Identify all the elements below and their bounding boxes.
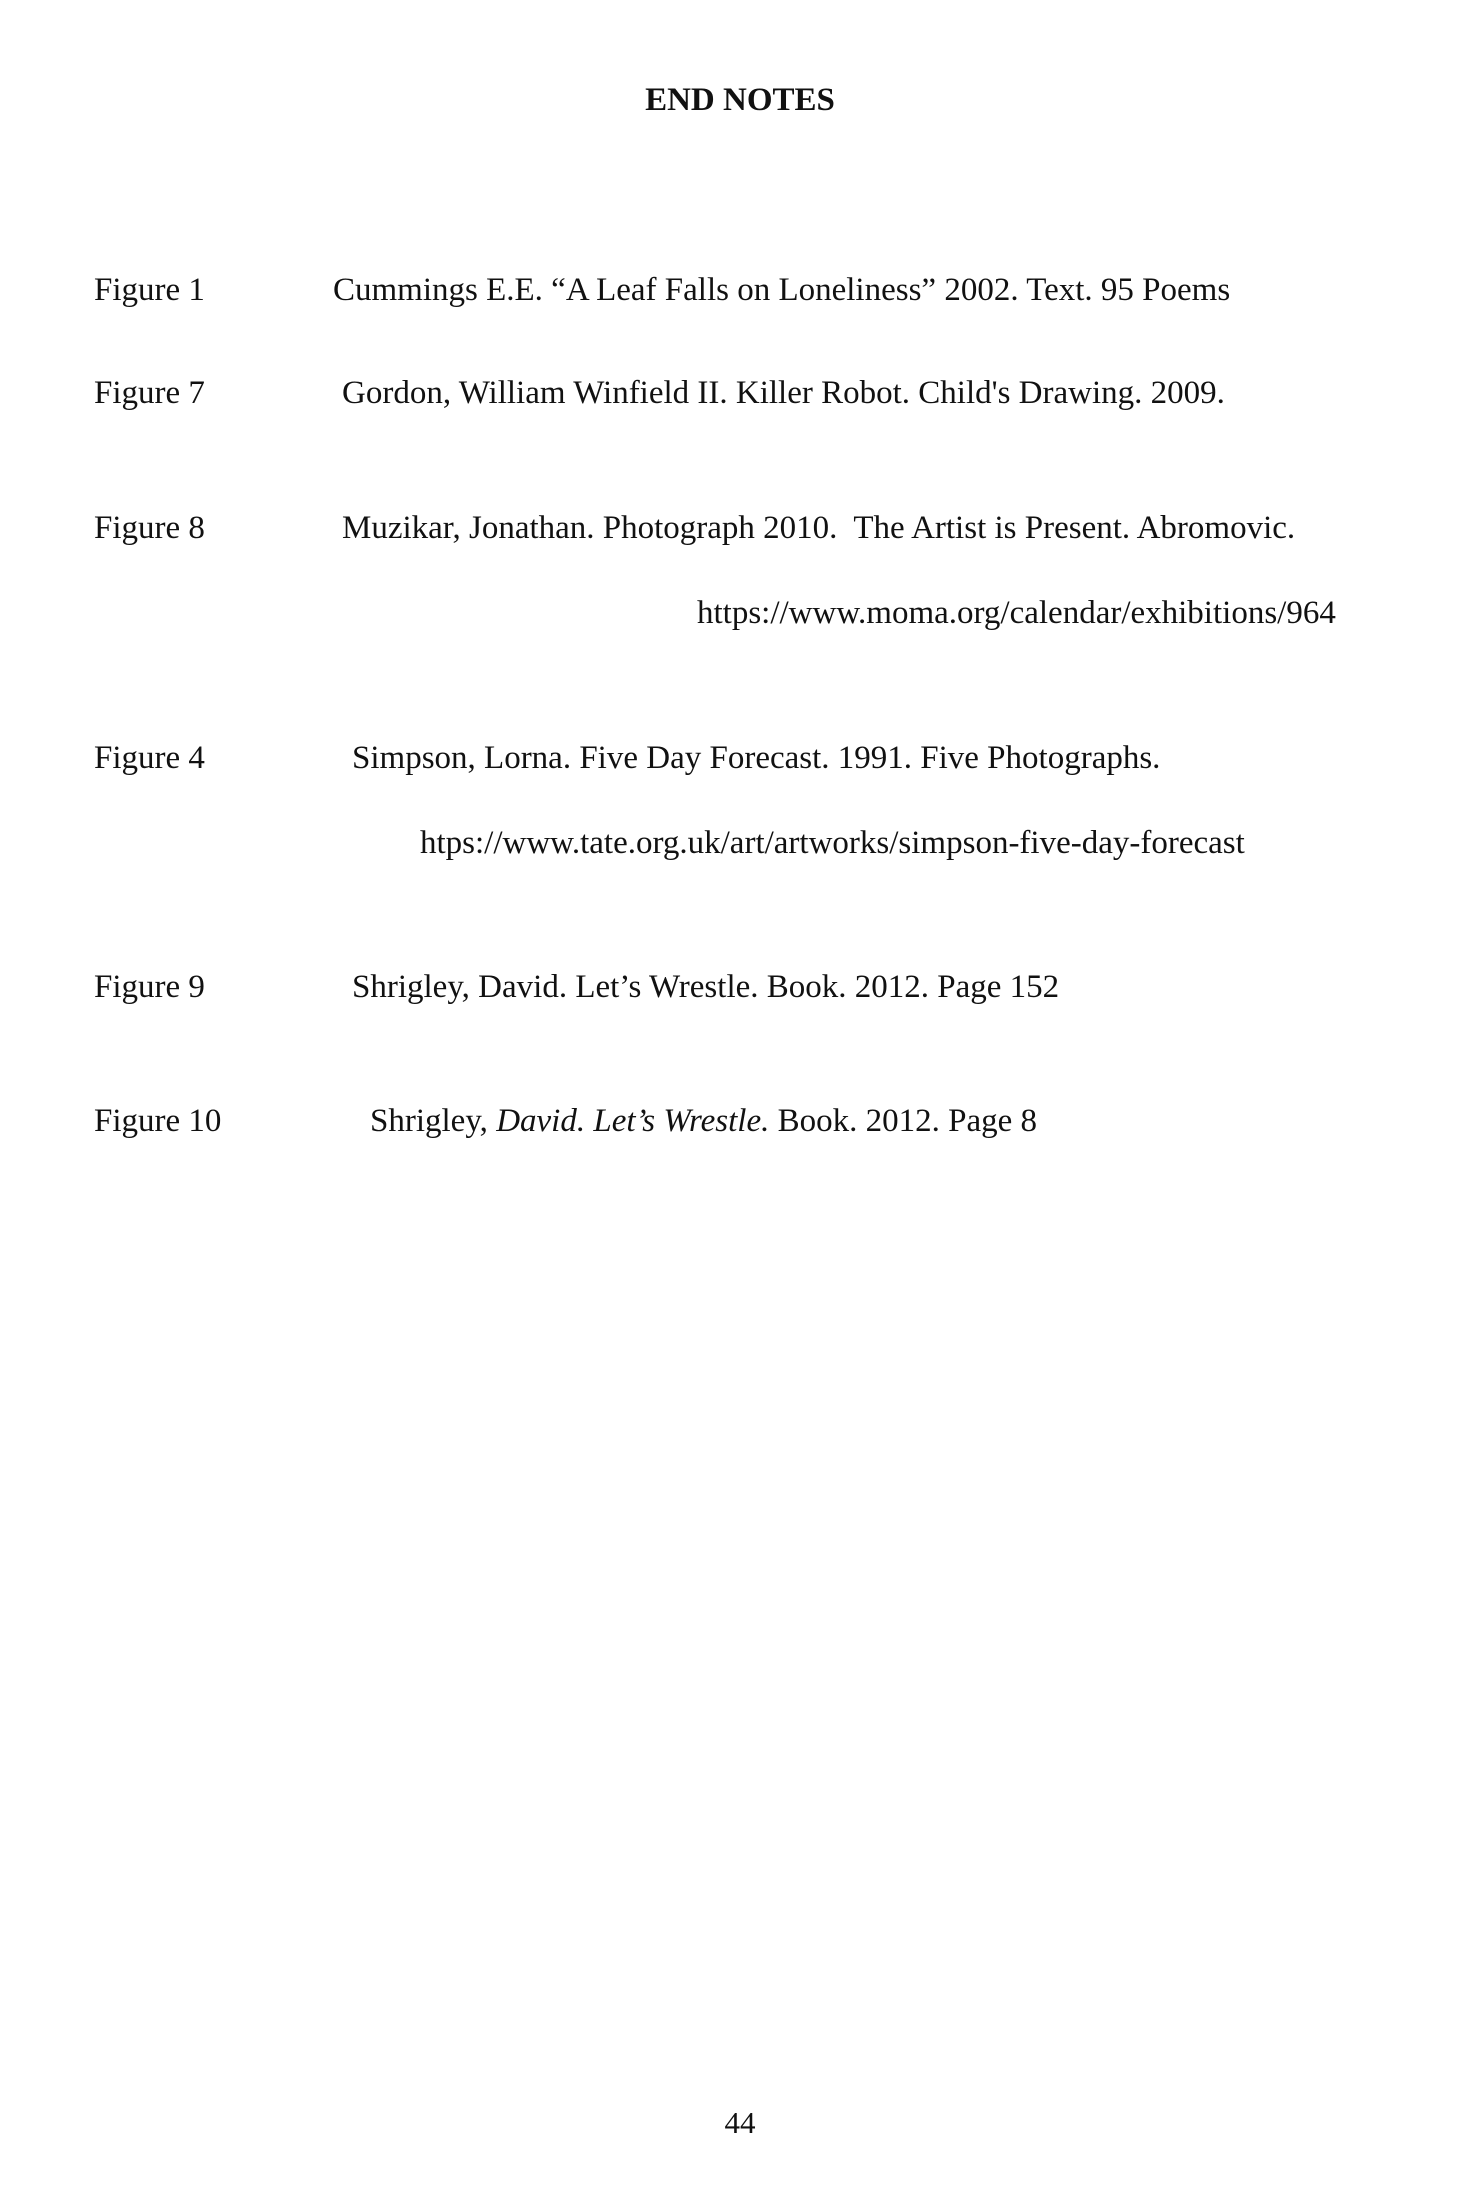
page-title: END NOTES bbox=[645, 82, 835, 118]
citation-italic-title: David. Let’s Wrestle. bbox=[496, 1103, 770, 1139]
figure-label: Figure 4 bbox=[94, 740, 205, 776]
figure-label: Figure 10 bbox=[94, 1103, 222, 1139]
citation-text-end: Book. 2012. Page 8 bbox=[769, 1103, 1038, 1139]
citation-url[interactable]: htps://www.tate.org.uk/art/artworks/simpson-five-day-forecast bbox=[420, 825, 1245, 861]
figure-label: Figure 7 bbox=[94, 375, 205, 411]
citation-text bbox=[370, 1101, 1037, 1141]
figure-label: Figure 8 bbox=[94, 510, 205, 546]
figure-label: Figure 9 bbox=[94, 969, 205, 1005]
citation-text-start: Shrigley, bbox=[370, 1103, 497, 1139]
figure-label: Figure 1 bbox=[94, 272, 205, 308]
citation-text: Cummings E.E. “A Leaf Falls on Loneliness” 2002. Text. 95 Poems bbox=[333, 272, 1231, 308]
citation-url[interactable]: https://www.moma.org/calendar/exhibitions/964 bbox=[697, 595, 1336, 631]
page-number: 44 bbox=[724, 2105, 756, 2140]
citation-text: Shrigley, David. Let’s Wrestle. Book. 2012. Page 152 bbox=[352, 969, 1060, 1005]
citation-text: Muzikar, Jonathan. Photograph 2010. The Artist is Present. Abromovic. bbox=[342, 510, 1296, 546]
citation-text: Gordon, William Winfield II. Killer Robot. Child's Drawing. 2009. bbox=[342, 375, 1225, 411]
citation-text: Simpson, Lorna. Five Day Forecast. 1991. Five Photographs. bbox=[352, 740, 1161, 776]
